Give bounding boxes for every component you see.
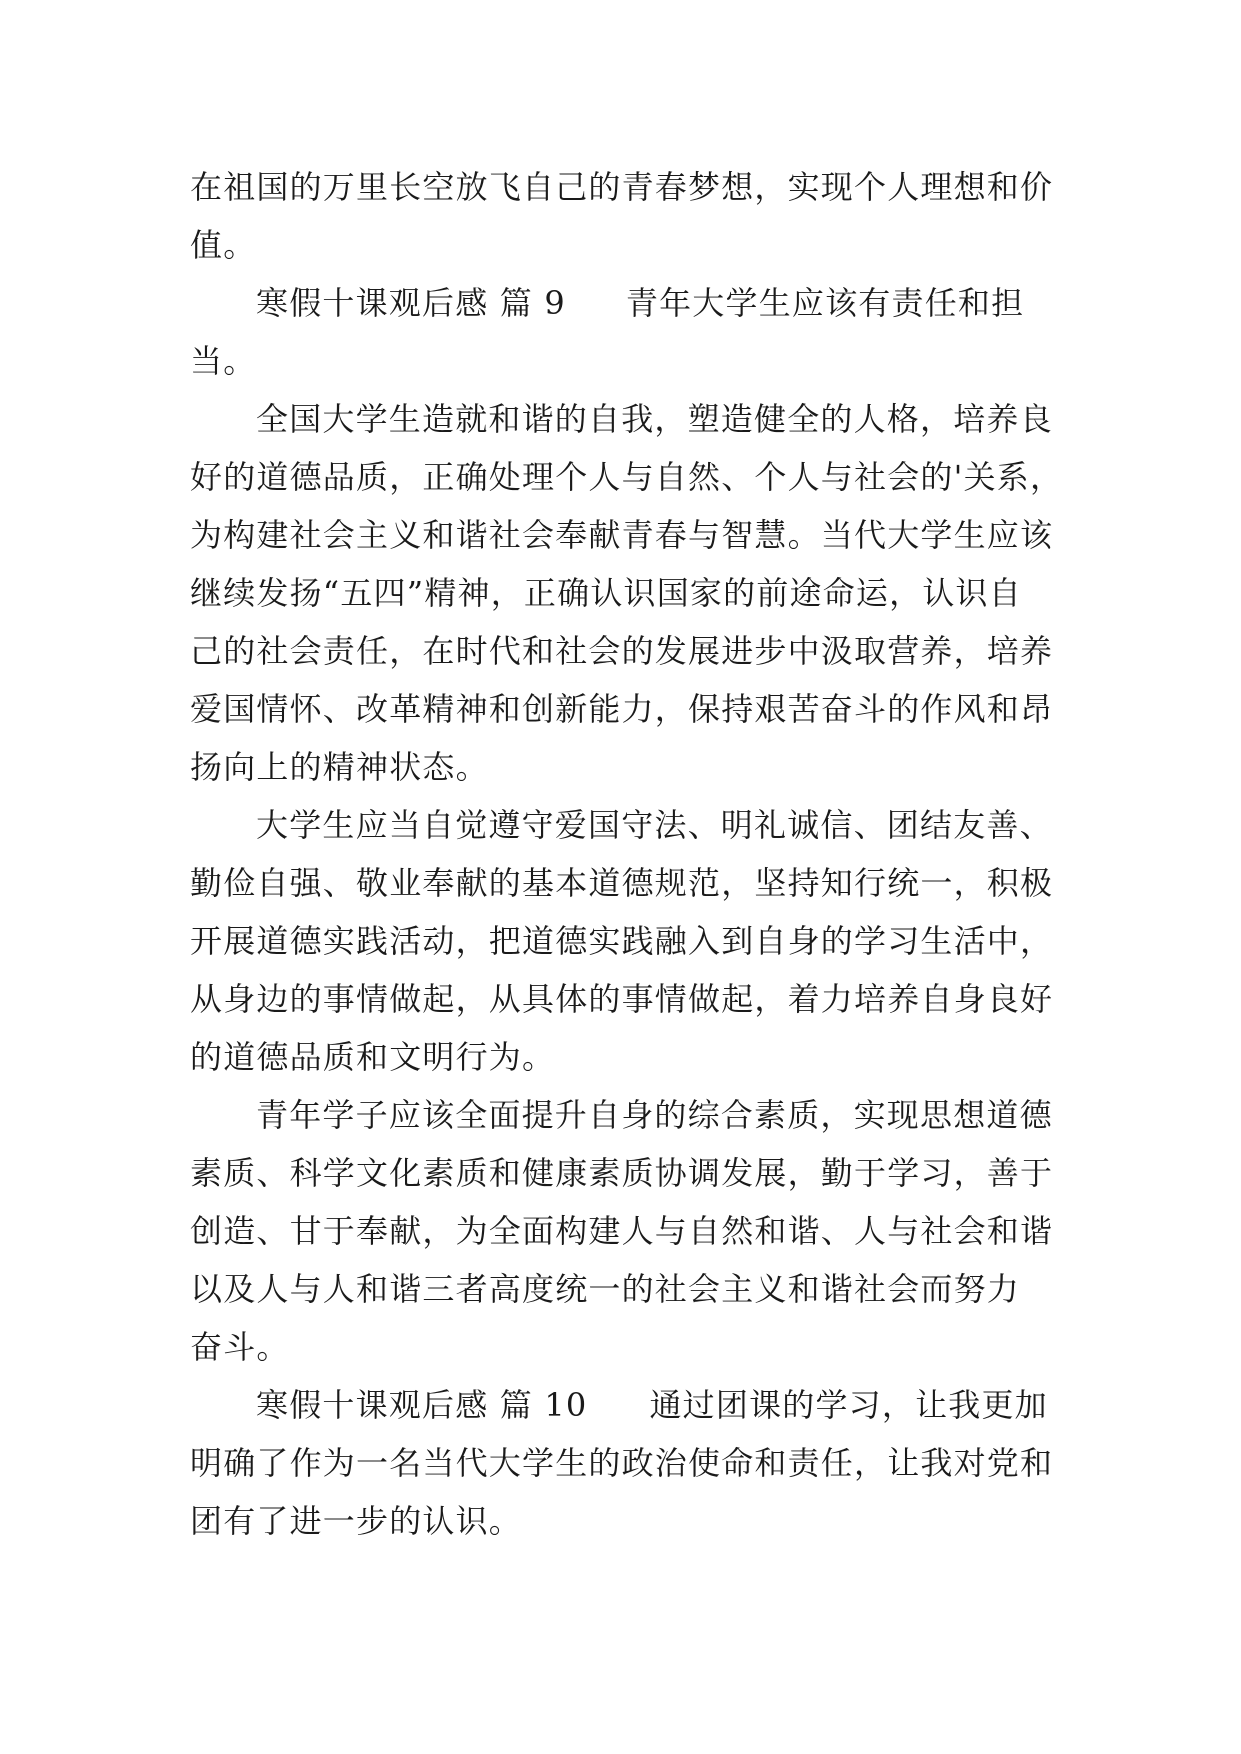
document-page (190, 158, 1064, 1550)
text-line: 奋斗。 (190, 1328, 290, 1366)
text-line: 素质、科学文化素质和健康素质协调发展，勤于学习，善于 (190, 1154, 1054, 1192)
text-line: 的道德品质和文明行为。 (190, 1038, 556, 1076)
text-line: 爱国情怀、改革精神和创新能力，保持艰苦奋斗的作风和昂 (190, 690, 1054, 728)
text-line: 勤俭自强、敬业奉献的基本道德规范，坚持知行统一，积极 (190, 864, 1054, 902)
text-line: 为构建社会主义和谐社会奉献青春与智慧。当代大学生应该 (190, 516, 1054, 554)
text-line: 明确了作为一名当代大学生的政治使命和责任，让我对党和 (190, 1444, 1054, 1482)
text-line: 扬向上的精神状态。 (190, 748, 489, 786)
paragraph-start-line: 青年学子应该全面提升自身的综合素质，实现思想道德 (256, 1096, 1053, 1134)
text-line: 开展道德实践活动，把道德实践融入到自身的学习生活中， (190, 922, 1054, 960)
paragraph-start-line: 全国大学生造就和谐的自我，塑造健全的人格，培养良 (256, 400, 1053, 438)
text-line: 以及人与人和谐三者高度统一的社会主义和谐社会而努力 (190, 1270, 1021, 1308)
text-line: 值。 (190, 226, 257, 264)
text-line: 己的社会责任，在时代和社会的发展进步中汲取营养，培养 (190, 632, 1054, 670)
essay-opening-text: 青年大学生应该有责任和担 (625, 284, 1025, 322)
text-line: 创造、甘于奉献，为全面构建人与自然和谐、人与社会和谐 (190, 1212, 1054, 1250)
essay-heading-line (190, 274, 1052, 332)
text-line: 继续发扬“五四”精神，正确认识国家的前途命运，认识自 (190, 574, 1022, 612)
paragraph-start-line: 大学生应当自觉遵守爱国守法、明礼诚信、团结友善、 (256, 806, 1053, 844)
text-line: 从身边的事情做起，从具体的事情做起，着力培养自身良好 (190, 980, 1054, 1018)
text-line: 当。 (190, 342, 257, 380)
text-line: 在祖国的万里长空放飞自己的青春梦想，实现个人理想和价 (190, 168, 1054, 206)
essay-heading-line (190, 1376, 1052, 1434)
essay-heading: 寒假十课观后感 篇 10 (256, 1386, 588, 1424)
text-line: 好的道德品质，正确处理个人与自然、个人与社会的'关系， (190, 458, 1064, 496)
essay-opening-text: 通过团课的学习，让我更加 (649, 1386, 1048, 1424)
text-line: 团有了进一步的认识。 (190, 1502, 523, 1540)
essay-heading: 寒假十课观后感 篇 9 (256, 284, 566, 322)
